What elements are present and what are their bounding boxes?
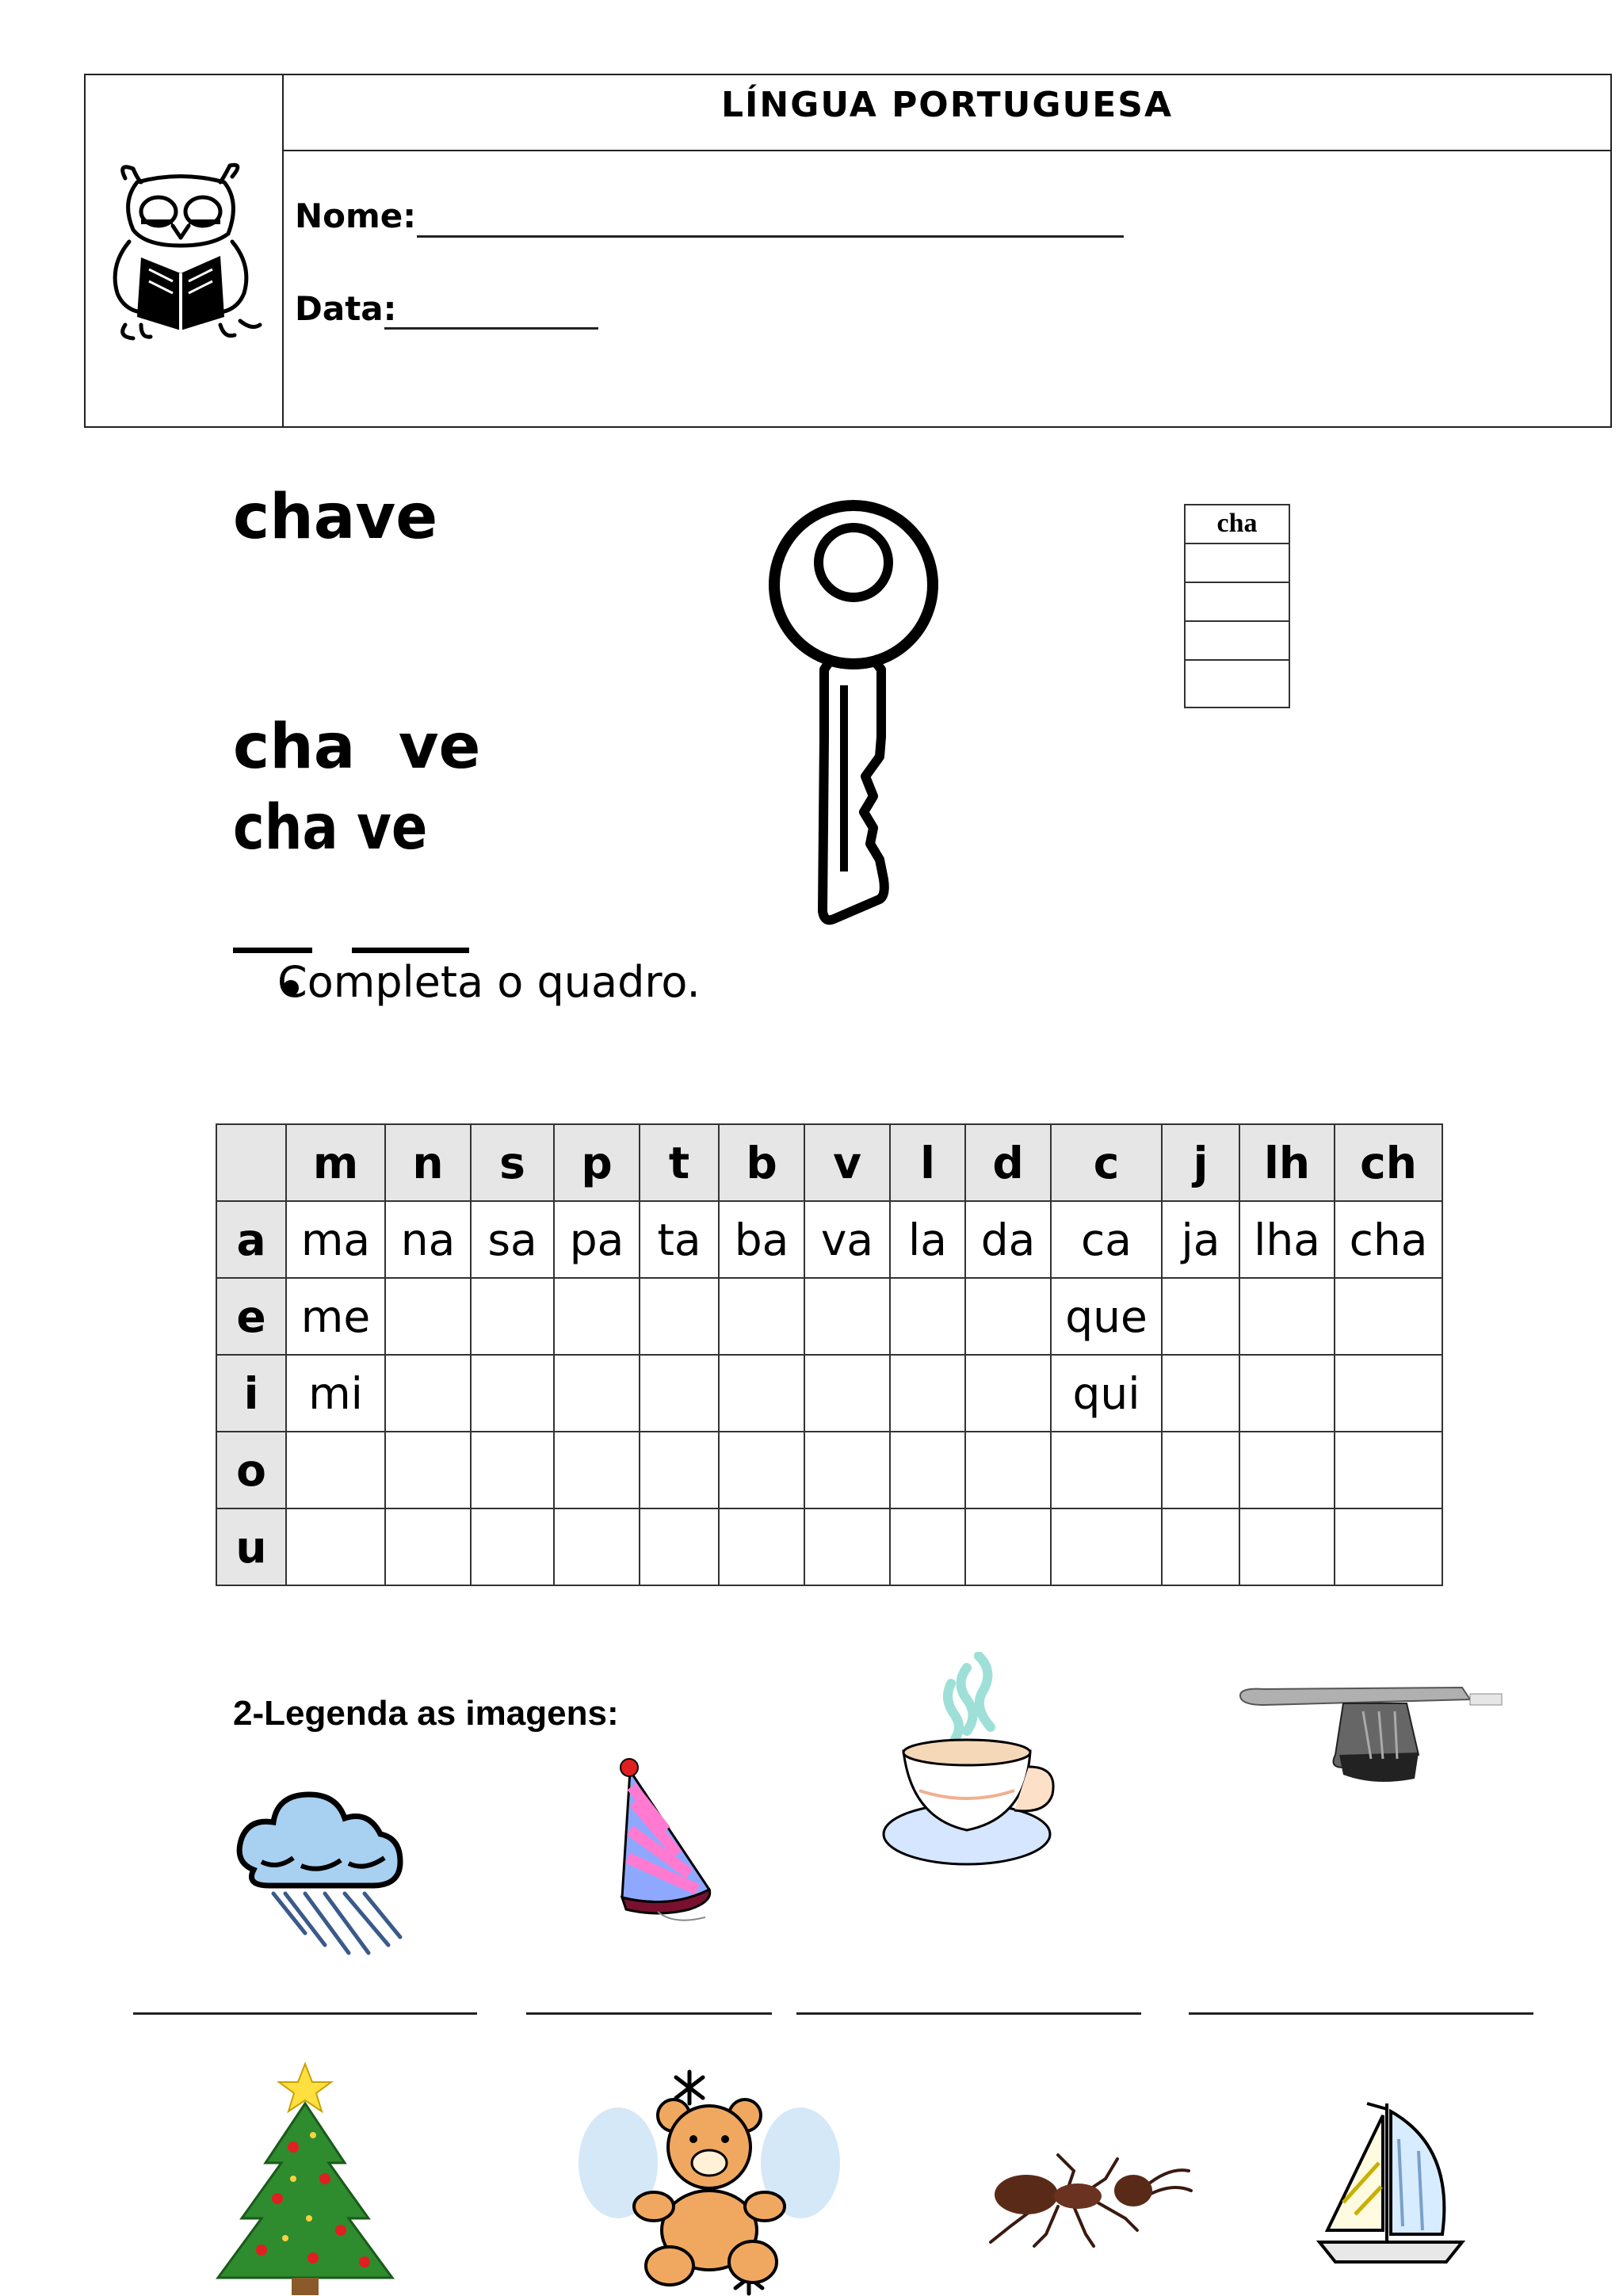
- syllable-cell[interactable]: [554, 1278, 640, 1355]
- syllable-cell[interactable]: [965, 1278, 1051, 1355]
- syllable-box-cell[interactable]: [1186, 622, 1289, 661]
- syllable-cell[interactable]: [554, 1432, 640, 1508]
- syllable-cell[interactable]: [640, 1508, 719, 1585]
- syllable-cell: que: [1051, 1278, 1162, 1355]
- syllable-cell: mi: [286, 1355, 385, 1432]
- syllable-cell[interactable]: [385, 1278, 471, 1355]
- syllable-box-cell[interactable]: [1186, 583, 1289, 622]
- syllable-box-cell[interactable]: [1186, 661, 1289, 707]
- syllable-cell[interactable]: [804, 1355, 890, 1432]
- syllable-cell[interactable]: [471, 1508, 554, 1585]
- vowel-header: i: [216, 1355, 286, 1432]
- syllable-cell: qui: [1051, 1355, 1162, 1432]
- exercise2-title: 2-Legenda as imagens:: [233, 1694, 619, 1733]
- date-field[interactable]: [384, 327, 598, 330]
- syllable-cell[interactable]: [1335, 1432, 1442, 1508]
- consonant-header: ch: [1335, 1124, 1442, 1201]
- syllable-cell[interactable]: [719, 1355, 804, 1432]
- syllable-cell[interactable]: [1162, 1432, 1239, 1508]
- name-field[interactable]: [417, 235, 1124, 238]
- instruction-text: Completa o quadro.: [277, 957, 701, 1007]
- ant-icon: [979, 2139, 1193, 2250]
- syllable-cell[interactable]: [286, 1432, 385, 1508]
- syllable-cell[interactable]: [1162, 1355, 1239, 1432]
- syllable-table: [216, 1123, 1443, 1586]
- consonant-header: b: [719, 1124, 804, 1201]
- owl-reading-book-icon: [94, 154, 276, 345]
- consonant-header: d: [965, 1124, 1051, 1201]
- consonant-header: l: [890, 1124, 965, 1201]
- consonant-header: p: [554, 1124, 640, 1201]
- syllable-split-2: cha ve: [233, 792, 428, 864]
- syllable-cell: la: [890, 1201, 965, 1278]
- syllable-cell[interactable]: [890, 1432, 965, 1508]
- syllable-cell: na: [385, 1201, 471, 1278]
- syllable-cell[interactable]: [719, 1278, 804, 1355]
- syllable-cell[interactable]: [804, 1432, 890, 1508]
- syllable-cell[interactable]: [1239, 1355, 1335, 1432]
- syllable-cell: ma: [286, 1201, 385, 1278]
- key-icon: [761, 499, 943, 927]
- syllable-cell: da: [965, 1201, 1051, 1278]
- syllable-cell[interactable]: [385, 1508, 471, 1585]
- table-row: [216, 1201, 1442, 1278]
- iron-icon: [1232, 1680, 1510, 1791]
- consonant-header: c: [1051, 1124, 1162, 1201]
- answer-line[interactable]: [526, 2012, 772, 2015]
- syllable-cell: va: [804, 1201, 890, 1278]
- consonant-header: j: [1162, 1124, 1239, 1201]
- syllable-cell: ca: [1051, 1201, 1162, 1278]
- syllable-cell[interactable]: [1335, 1355, 1442, 1432]
- teddy-bear-icon: [575, 2068, 844, 2296]
- syllable-cell[interactable]: [385, 1355, 471, 1432]
- syllable-cell[interactable]: [640, 1278, 719, 1355]
- syllable-cell[interactable]: [965, 1432, 1051, 1508]
- syllable-cell[interactable]: [719, 1432, 804, 1508]
- rain-cloud-icon: [230, 1775, 420, 1973]
- subject-row: [284, 75, 1610, 151]
- syllable-cell: me: [286, 1278, 385, 1355]
- syllable-box: [1184, 504, 1290, 708]
- christmas-tree-icon: [214, 2060, 404, 2296]
- syllable-cell[interactable]: [1051, 1508, 1162, 1585]
- syllable-cell[interactable]: [554, 1508, 640, 1585]
- syllable-cell[interactable]: [1051, 1432, 1162, 1508]
- syllable-cell[interactable]: [1335, 1508, 1442, 1585]
- table-corner-cell: [216, 1124, 286, 1201]
- table-row: [216, 1432, 1442, 1508]
- answer-line[interactable]: [1189, 2012, 1533, 2015]
- syllable-cell[interactable]: [471, 1432, 554, 1508]
- consonant-header: t: [640, 1124, 719, 1201]
- worksheet-header: [84, 74, 1612, 428]
- syllable-cell[interactable]: [385, 1432, 471, 1508]
- tea-cup-icon: [880, 1652, 1062, 1874]
- consonant-header: lh: [1239, 1124, 1335, 1201]
- syllable-cell[interactable]: [554, 1355, 640, 1432]
- syllable-cell[interactable]: [1239, 1278, 1335, 1355]
- date-label: Data:: [295, 289, 397, 328]
- syllable-cell[interactable]: [965, 1355, 1051, 1432]
- logo-cell: [86, 75, 284, 426]
- table-row: [216, 1508, 1442, 1585]
- vowel-header: u: [216, 1508, 286, 1585]
- syllable-box-cell[interactable]: [1186, 544, 1289, 583]
- sailboat-icon: [1312, 2100, 1470, 2274]
- answer-blank-1[interactable]: [233, 948, 312, 953]
- vowel-header: a: [216, 1201, 286, 1278]
- vowel-header: e: [216, 1278, 286, 1355]
- syllable-cell: lha: [1239, 1201, 1335, 1278]
- consonant-header: n: [385, 1124, 471, 1201]
- syllable-cell[interactable]: [471, 1355, 554, 1432]
- syllable-cell[interactable]: [286, 1508, 385, 1585]
- syllable-cell[interactable]: [471, 1278, 554, 1355]
- table-row: [216, 1278, 1442, 1355]
- answer-blank-2[interactable]: [352, 948, 469, 953]
- target-word: chave: [233, 482, 438, 553]
- syllable-split-1: cha ve: [233, 711, 481, 783]
- answer-line[interactable]: [133, 2012, 477, 2015]
- syllable-cell: cha: [1335, 1201, 1442, 1278]
- syllable-cell[interactable]: [890, 1508, 965, 1585]
- consonant-header: s: [471, 1124, 554, 1201]
- syllable-cell: pa: [554, 1201, 640, 1278]
- syllable-cell[interactable]: [890, 1278, 965, 1355]
- subject-title: LÍNGUA PORTUGUESA: [720, 84, 1174, 125]
- syllable-cell: sa: [471, 1201, 554, 1278]
- syllable-cell[interactable]: [640, 1355, 719, 1432]
- syllable-cell[interactable]: [1335, 1278, 1442, 1355]
- table-header-row: [216, 1124, 1442, 1201]
- syllable-cell[interactable]: [1239, 1508, 1335, 1585]
- syllable-box-header: cha: [1186, 505, 1289, 544]
- syllable-cell[interactable]: [804, 1508, 890, 1585]
- syllable-cell[interactable]: [965, 1508, 1051, 1585]
- syllable-cell[interactable]: [804, 1278, 890, 1355]
- vowel-header: o: [216, 1432, 286, 1508]
- syllable-cell[interactable]: [719, 1508, 804, 1585]
- syllable-cell[interactable]: [640, 1432, 719, 1508]
- syllable-cell[interactable]: [1162, 1278, 1239, 1355]
- name-label: Nome:: [295, 196, 417, 235]
- consonant-header: m: [286, 1124, 385, 1201]
- table-row: [216, 1355, 1442, 1432]
- party-hat-icon: [610, 1755, 737, 1929]
- consonant-header: v: [804, 1124, 890, 1201]
- syllable-cell: ta: [640, 1201, 719, 1278]
- syllable-cell[interactable]: [1162, 1508, 1239, 1585]
- answer-line[interactable]: [796, 2012, 1141, 2015]
- syllable-cell[interactable]: [890, 1355, 965, 1432]
- syllable-cell: ba: [719, 1201, 804, 1278]
- syllable-cell: ja: [1162, 1201, 1239, 1278]
- syllable-cell[interactable]: [1239, 1432, 1335, 1508]
